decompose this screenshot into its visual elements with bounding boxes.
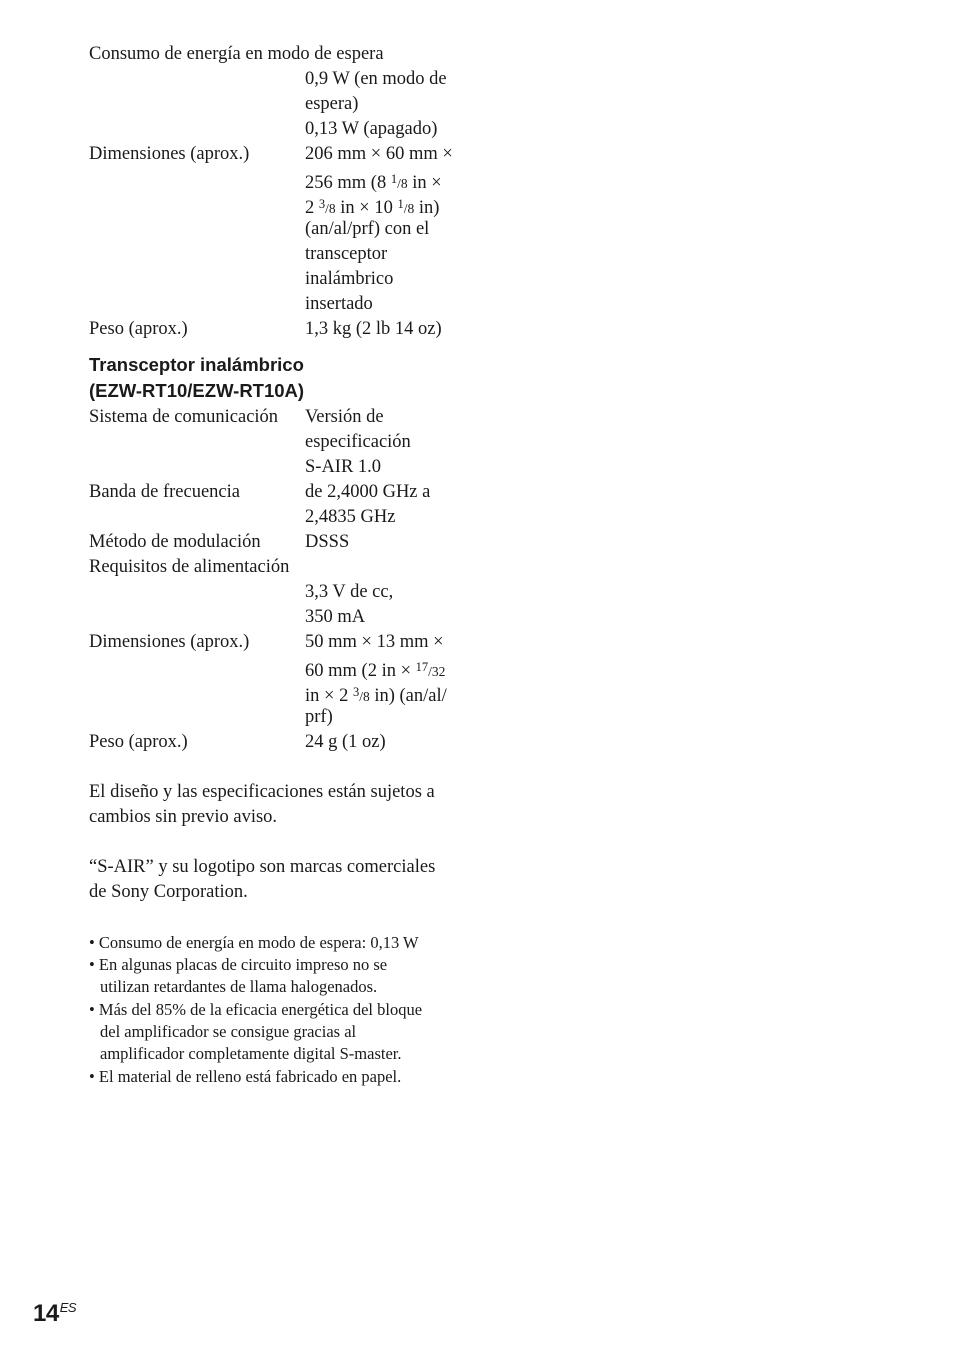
transceiver-weight-value: 24 g (1 oz) xyxy=(305,732,386,752)
standby-power-value-2: espera) xyxy=(305,94,359,114)
power-requirements-value-1: 3,3 V de cc, xyxy=(305,582,394,602)
trademark-line-1: “S-AIR” y su logotipo son marcas comerciales xyxy=(89,857,436,877)
page-number xyxy=(33,1300,76,1328)
transceiver-dimensions-value-1: 50 mm × 13 mm × xyxy=(305,632,444,652)
comm-system-value-1: Versión de xyxy=(305,407,384,427)
power-requirements-value-2: 350 mA xyxy=(305,607,366,627)
power-requirements-label: Requisitos de alimentación xyxy=(89,557,290,577)
weight-value: 1,3 kg (2 lb 14 oz) xyxy=(305,319,442,339)
dimensions-value-1: 206 mm × 60 mm × xyxy=(305,144,453,164)
modulation-label: Método de modulación xyxy=(89,532,261,552)
page-number-value: 14 xyxy=(33,1300,59,1327)
transceiver-dimensions-value-3: in × 2 $^3$/8 in) (an/al/ xyxy=(305,685,447,706)
note-halogen-line-2: utilizan retardantes de llama halogenados. xyxy=(100,977,378,996)
dimensions-value-3: 2 $^3$/8 in × 10 $^1$/8 in) xyxy=(305,197,440,218)
dimensions-value-2: 256 mm (8 $^1$/8 in × xyxy=(305,172,442,193)
note-halogen-line-1: • En algunas placas de circuito impreso no se xyxy=(89,955,388,974)
transceiver-weight-label: Peso (aprox.) xyxy=(89,732,188,752)
disclaimer-line-1: El diseño y las especificaciones están sujetos a xyxy=(89,782,435,802)
comm-system-value-2: especificación xyxy=(305,432,411,452)
dimensions-value-4: (an/al/prf) con el xyxy=(305,219,430,239)
weight-label: Peso (aprox.) xyxy=(89,319,188,339)
page-language-suffix: ES xyxy=(59,1300,77,1315)
standby-power-value-1: 0,9 W (en modo de xyxy=(305,69,447,89)
standby-power-value-3: 0,13 W (apagado) xyxy=(305,119,438,139)
note-efficiency-line-3: amplificador completamente digital S-master. xyxy=(100,1044,402,1063)
standby-power-label: Consumo de energía en modo de espera xyxy=(89,44,384,64)
modulation-value: DSSS xyxy=(305,532,350,552)
transceiver-dimensions-label: Dimensiones (aprox.) xyxy=(89,632,250,652)
section-title-line-1: Transceptor inalámbrico xyxy=(89,354,304,375)
dimensions-value-5: transceptor xyxy=(305,244,388,264)
disclaimer-line-2: cambios sin previo aviso. xyxy=(89,807,278,827)
dimensions-label: Dimensiones (aprox.) xyxy=(89,144,250,164)
trademark-line-2: de Sony Corporation. xyxy=(89,882,248,902)
comm-system-value-3: S-AIR 1.0 xyxy=(305,457,382,477)
transceiver-dimensions-value-4: prf) xyxy=(305,707,333,727)
frequency-band-value-2: 2,4835 GHz xyxy=(305,507,396,527)
note-efficiency-line-2: del amplificador se consigue gracias al xyxy=(100,1022,357,1041)
frequency-band-label: Banda de frecuencia xyxy=(89,482,240,502)
comm-system-label: Sistema de comunicación xyxy=(89,407,279,427)
note-efficiency-line-1: • Más del 85% de la eficacia energética del bloque xyxy=(89,1000,423,1019)
dimensions-value-7: insertado xyxy=(305,294,373,314)
note-standby-power: • Consumo de energía en modo de espera: 0,13 W xyxy=(89,933,419,952)
section-title-line-2: (EZW-RT10/EZW-RT10A) xyxy=(89,380,305,401)
frequency-band-value-1: de 2,4000 GHz a xyxy=(305,482,431,502)
dimensions-value-6: inalámbrico xyxy=(305,269,394,289)
transceiver-dimensions-value-2: 60 mm (2 in × $^{17}$/32 xyxy=(305,660,446,681)
note-packing-material: • El material de relleno está fabricado en papel. xyxy=(89,1067,402,1086)
